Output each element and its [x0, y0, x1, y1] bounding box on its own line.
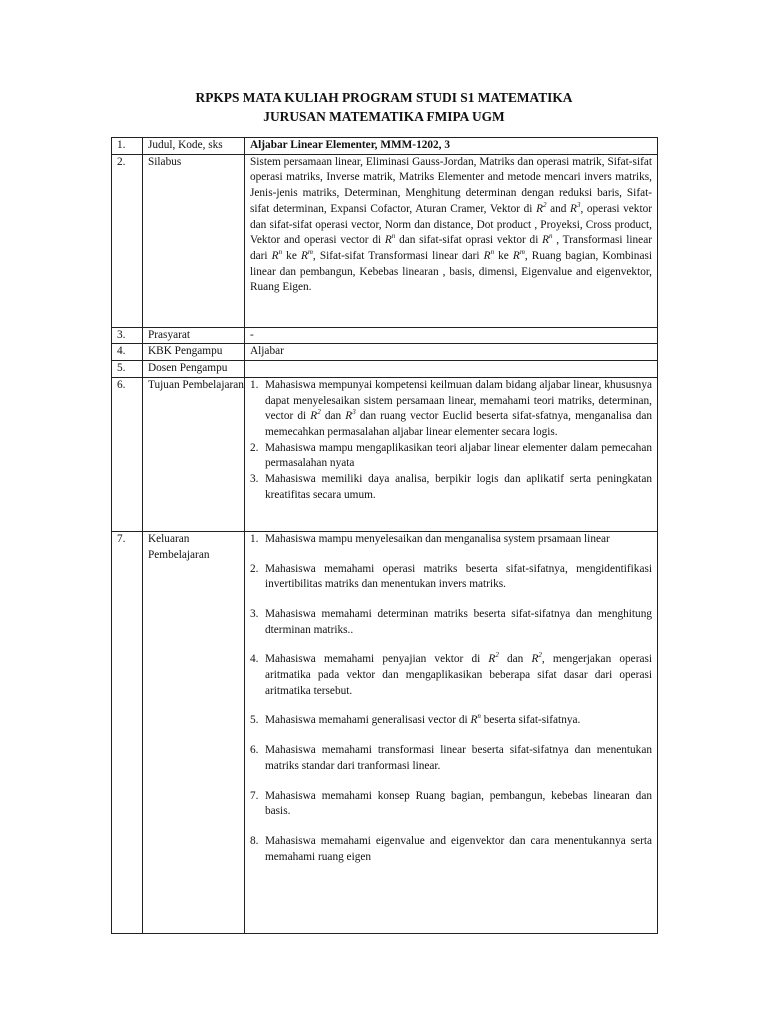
row-label: Silabus — [143, 154, 245, 327]
list-item: 6. Mahasiswa memahami transformasi linear beserta sifat-sifatnya dan menentukan matriks standar dari tranformasi linear. — [250, 744, 652, 772]
learning-outcomes — [245, 531, 658, 933]
list-item: 4. Mahasiswa memahami penyajian vektor di $R^2$ dan $R^2$, mengerjakan operasi aritmatika pada vektor dan mengaplikasikan beberapa sifat dasar dari operasi aritmatika tersebut. — [250, 651, 653, 697]
row-label: Judul, Kode, sks — [143, 138, 245, 155]
syllabus-text: Sistem persamaan linear, Eliminasi Gauss-Jordan, Matriks dan operasi matrik, Sifat-sifat operasi matriks, Inverse matrik, Matriks Elementer and metode mencari invers matriks, Jenis-jenis matriks, Determinan, Menghitung determinan dengan reduksi baris, Sifat-sifat determinan, Expansi Cofactor, Aturan Cramer, Vektor di $R^2$ and $R^3$, operasi vektor dan sifat-sifat operasi vector, Norm dan distance, Dot product , Proyeksi, Cross product, Vektor and operasi vector di $R^n$ dan sifat-sifat oprasi vektor di $R^n$ , Transformasi linear dari $R^n$ ke $R^m$, Sifat-sifat Transformasi linear dari $R^n$ ke $R^m$, Ruang bagian, Kombinasi linear dan pembangun, Kebebas linearan , basis, dimensi, Eigenvalue and eigenvektor, Ruang Eigen. — [245, 154, 658, 327]
row-number: 6. — [112, 377, 143, 531]
list-item: 1. Mahasiswa mempunyai kompetensi keilmuan dalam bidang aljabar linear, khususnya dapat menyelesaikan sistem persamaan linear, memahami teori matriks, determinan, vector di $R^2$ dan $R^3$ dan ruang vector Euclid beserta sifat-sfatnya, menganalisa dan memecahkan permasalahan aljabar linear elementer secara logis. — [250, 378, 652, 438]
list-item: 7. Mahasiswa memahami konsep Ruang bagian, pembangun, kebebas linearan dan basis. — [250, 789, 652, 818]
table-row — [112, 344, 658, 361]
list-item: 5. Mahasiswa memahami generalisasi vector di $R^n$ beserta sifat-sifatnya. — [250, 712, 581, 727]
list-item: 2. Mahasiswa mampu mengaplikasikan teori aljabar linear elementer dalam pemecahan permasalahan nyata — [250, 441, 652, 470]
learning-objectives — [245, 377, 658, 531]
prerequisite-value: - — [245, 327, 658, 344]
rpkps-table — [111, 137, 658, 934]
row-number: 2. — [112, 154, 143, 327]
list-item: 2. Mahasiswa memahami operasi matriks beserta sifat-sifatnya, mengidentifikasi invertibilitas matriks dan menentukan invers matriks. — [250, 562, 652, 591]
row-label: Keluaran Pembelajaran — [143, 531, 245, 933]
row-label: Dosen Pengampu — [143, 361, 245, 378]
list-item: 1. Mahasiswa mampu menyelesaikan dan menganalisa system prsamaan linear — [250, 532, 610, 545]
row-number: 5. — [112, 361, 143, 378]
list-item: 3. Mahasiswa memahami determinan matriks beserta sifat-sifatnya dan menghitung dterminan matriks.. — [250, 607, 652, 636]
row-label: Tujuan Pembelajaran — [143, 377, 245, 531]
table-row — [112, 327, 658, 344]
row-number: 7. — [112, 531, 143, 933]
table-row — [112, 154, 658, 327]
table-row — [112, 531, 658, 933]
table-row — [112, 377, 658, 531]
row-label: KBK Pengampu — [143, 344, 245, 361]
list-item: 8. Mahasiswa memahami eigenvalue and eigenvektor dan cara menentukannya serta memahami ruang eigen — [250, 834, 652, 863]
row-number: 1. — [112, 138, 143, 155]
kbk-value: Aljabar — [245, 344, 658, 361]
table-row — [112, 138, 658, 155]
course-title-value: Aljabar Linear Elementer, MMM-1202, 3 — [245, 138, 658, 155]
row-number: 3. — [112, 327, 143, 344]
row-number: 4. — [112, 344, 143, 361]
list-item: 3. Mahasiswa memiliki daya analisa, berpikir logis dan aplikatif serta peningkatan kreatifitas secara umum. — [250, 473, 652, 501]
document-title-line2: JURUSAN MATEMATIKA FMIPA UGM — [263, 109, 505, 124]
table-row — [112, 361, 658, 378]
row-label: Prasyarat — [143, 327, 245, 344]
lecturer-value — [245, 361, 658, 378]
document-title-line1: RPKPS MATA KULIAH PROGRAM STUDI S1 MATEMATIKA — [195, 90, 573, 105]
